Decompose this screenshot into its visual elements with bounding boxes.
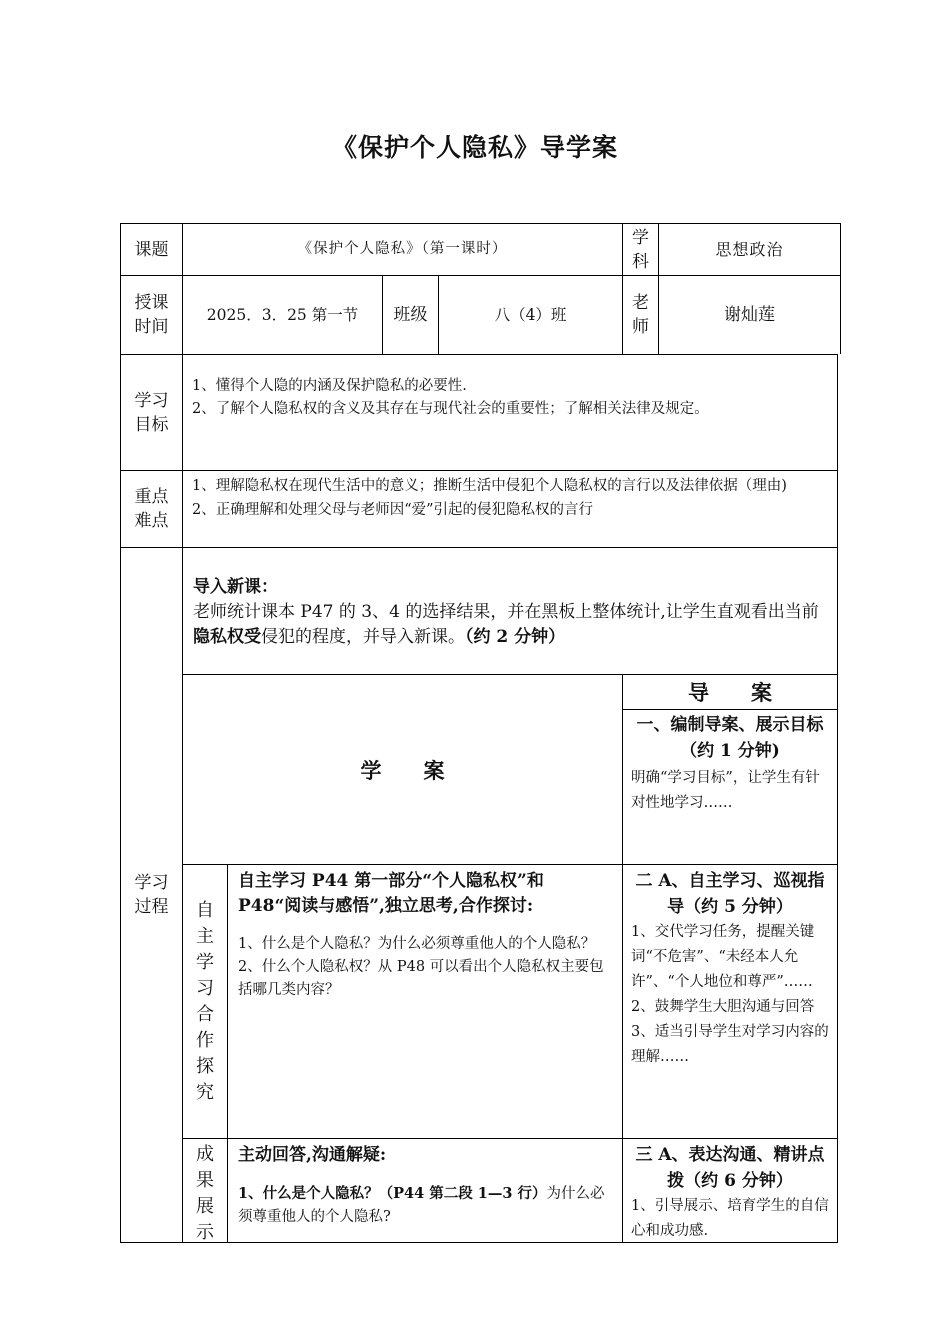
section3-question: 为什么必须尊重他人的个人隐私? [238,1186,605,1225]
process-label: 学习过程 [120,547,182,1243]
guide2-box [622,864,838,1138]
guide3-box [622,1138,838,1243]
guide1-box [622,709,838,864]
page-title: 《保护个人隐私》导学案 [331,133,618,162]
section2-question: 1、什么是个人隐私？为什么必须尊重他人的个人隐私？ [238,936,596,952]
intro-text: 老师统计课本 P47 的 3、4 的选择结果，并在黑板上整体统计,让学生直观看出当前 [193,602,819,622]
section3-question-bold: 1、什么是个人隐私？（P44 第二段 1—3 行） [238,1185,547,1202]
subject-label: 学科 [622,223,658,275]
guide3-title: 三 A、表达沟通、精讲点拨（约 6 分钟） [635,1145,825,1191]
course-value: 《保护个人隐私》（第一课时） [182,223,622,275]
time-value: 2025．3．25 第一节 [182,275,382,354]
intro-title: 导入新课： [193,577,278,597]
keypoints-label: 重点难点 [120,470,182,547]
goals-content [182,354,838,470]
intro-duration: （约 2 分钟） [465,627,566,647]
guide2-title: 二 A、自主学习、巡视指导（约 5 分钟） [635,871,825,917]
section3-title: 主动回答,沟通解疑: [238,1145,387,1165]
section2-title: 自主学习 P44 第一部分“个人隐私权”和 P48“阅读与感悟”,独立思考,合作探讨: [238,871,544,916]
teacher-label: 老师 [622,275,658,354]
keypoints-content [182,470,838,547]
class-label: 班级 [382,275,438,354]
guide2-item: 1、交代学习任务，提醒关键词“不危害”、“未经本人允许”、“个人地位和尊严”…… [631,924,815,990]
section2-content [227,864,622,1138]
subject-value: 思想政治 [658,223,841,275]
study-header: 学 案 [182,674,622,864]
teacher-value: 谢灿莲 [658,275,841,354]
keypoint-item: 2、正确理解和处理父母与老师因“爱”引起的侵犯隐私权的言行 [192,502,594,518]
section3-label: 成果展示 [196,1144,214,1243]
guide1-title: 一、编制导案、展示目标（约 1 分钟) [636,715,824,761]
class-value: 八（4）班 [438,275,622,354]
section2-question: 2、什么个人隐私权？从 P48 可以看出个人隐私权主要包括哪几类内容？ [238,959,604,998]
time-label: 授课时间 [120,275,182,354]
guide2-item: 3、适当引导学生对学习内容的理解…… [631,1024,829,1065]
intro-text-2: 侵犯的程度，并导入新课。 [261,627,465,647]
goal-item: 1、懂得个人隐的内涵及保护隐私的必要性. [192,378,467,394]
section2-label-cell [182,864,227,1138]
intro-bold: 隐私权受 [193,627,261,647]
guide3-text: 1、引导展示、培育学生的自信心和成功感. [631,1198,829,1239]
section3-label-cell [182,1138,227,1243]
keypoint-item: 1、理解隐私权在现代生活中的意义；推断生活中侵犯个人隐私权的言行以及法律依据（理由) [192,478,787,494]
guide1-text: 明确“学习目标”，让学生有针对性地学习…… [631,770,820,811]
guide2-item: 2、鼓舞学生大胆沟通与回答 [631,999,815,1015]
section2-label: 自主学习合作探究 [196,899,214,1103]
section3-content [227,1138,622,1243]
goal-item: 2、了解个人隐私权的含义及其存在与现代社会的重要性；了解相关法律及规定。 [192,401,709,417]
goals-label: 学习目标 [120,354,182,470]
intro-box [182,547,838,674]
guide-header: 导 案 [622,674,838,709]
course-label: 课题 [120,223,182,275]
